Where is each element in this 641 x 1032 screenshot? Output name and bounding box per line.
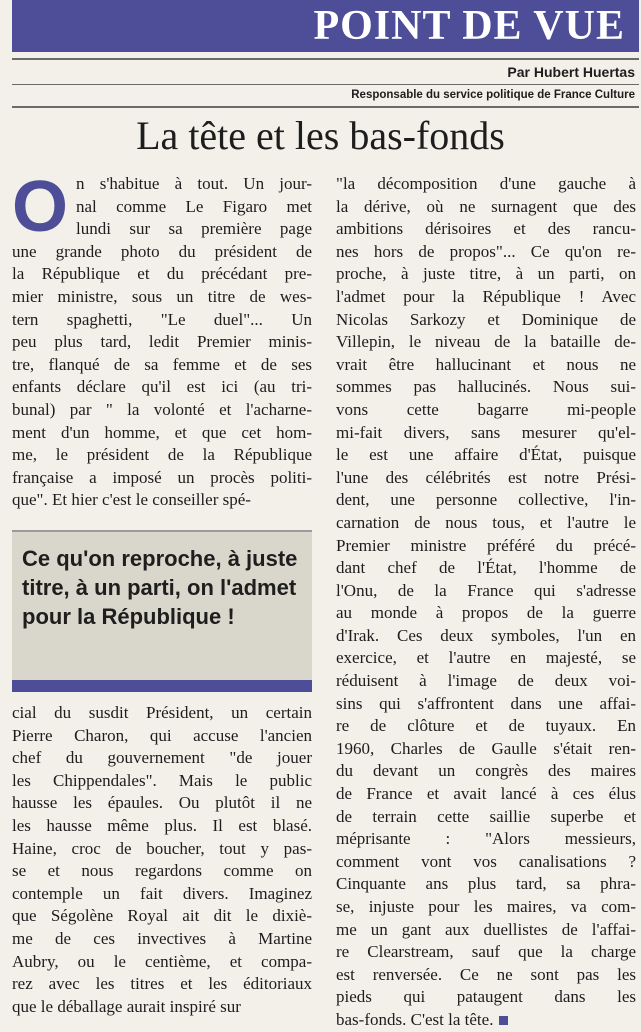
byline-rule [12,84,639,85]
text-line: sommes pas hallucinés. Nous sui- [336,377,636,397]
text-line: contemple un fait divers. Imaginez [12,883,312,903]
text-line: méprisante : "Alors messieurs, [336,829,636,849]
headline-rule [12,106,639,108]
text-line: que le déballage aurait inspiré sur [12,996,241,1016]
text-line: que". Et hier c'est le conseiller spé- [12,490,251,510]
text-line: que Ségolène Royal ait dit le dixiè- [12,906,312,926]
text-line: l'Onu, de la France qui s'adresse [336,580,636,600]
pull-quote-accent-bar [12,680,312,692]
text-line: bunal) par " la volonté et l'acharne- [12,399,312,419]
text-line: l'une des célébrités est notre Prési- [336,467,636,487]
text-line: une grande photo du président de [12,241,312,261]
text-line: "la décomposition d'une gauche à [336,174,636,193]
text-line: peu plus tard, ledit Premier minis- [12,332,312,352]
text-line: re Clearstream, sauf que la charge [336,942,636,962]
text-line: française a imposé un procès politi- [12,467,312,487]
text-line: se, injuste pour les maires, va com- [336,897,636,916]
text-line: de terrain cette saillie superbe et [336,806,636,826]
text-line: enfants déclare qu'il est ici (au tri- [12,377,312,397]
section-title: POINT DE VUE [313,3,625,49]
column-1-top [12,167,312,512]
text-line: Cinquante ans plus tard, sa phra- [336,874,636,894]
text-line: rez avec les titres et les éditoriaux [12,974,312,994]
text-line: Premier ministre préféré du précé- [336,535,636,555]
pull-quote: Ce qu'on reproche, à juste titre, à un parti, on l'admet pour la République ! [22,546,298,629]
section-banner [12,0,639,52]
text-line: ment d'un homme, et que cet hom- [12,422,312,442]
text-line: la République et du précédant pre- [12,264,312,284]
text-line: dant chef de l'État, l'homme de [336,558,636,578]
text-line: Haine, croc de boucher, tout y pas- [12,838,312,858]
pull-quote-top-rule [12,530,312,532]
column-2 [336,173,636,1032]
text-line: du devant un congrès des maires [336,761,636,781]
text-line: lundi sur sa première page [76,219,312,239]
text-line: me, le président de la République [12,445,312,465]
pull-quote-box [12,530,312,680]
text-line: 1960, Charles de Gaulle s'était ren- [336,738,636,758]
text-line: les Chippendales". Mais le public [12,770,312,790]
text-line: vons cette bagarre mi-people [336,399,636,419]
text-line: mier ministre, sous un titre de wes- [12,286,312,306]
text-line: nal comme Le Figaro met [76,196,312,216]
text-line: au monde à propos de la guerre [336,603,636,623]
text-line: sins qui s'affrontent dans une affai- [336,693,636,713]
text-line: d'Irak. Ces deux symboles, l'un en [336,625,636,645]
text-line: vrait être hallucinant et nous ne [336,354,636,374]
text-line: proche, à juste titre, à un parti, on [336,264,636,284]
text-line: tre, flanqué de sa femme et de ses [12,354,312,374]
text-line: est renversée. Ce ne sont pas les [336,964,636,984]
text-line: me un gant aux duellistes de l'affai- [336,919,636,939]
text-line: mi-fait divers, sans mesurer qu'el- [336,422,636,442]
text-line: chef du gouvernement "de jouer [12,748,312,768]
text-line: hausse les épaules. Ou plutôt il ne [12,793,312,813]
text-line: nes hors de propos"... Ce qu'on re- [336,241,636,261]
column-1-bottom [12,702,312,1018]
text-line: Nicolas Sarkozy et Dominique de [336,309,636,329]
text-line: de France et avait lancé à ces élus [336,784,636,804]
header-rule [12,58,639,60]
text-line: la dérive, où ne surnagent que des [336,196,636,216]
text-line: dent, une personne collective, l'in- [336,490,636,510]
text-line: l'admet pour la République ! Avec [336,286,636,306]
text-line: Aubry, ou le centième, et compa- [12,951,312,971]
column-2-text [336,173,636,1032]
article-headline: La tête et les bas-fonds [136,113,505,158]
text-line: n s'habitue à tout. Un jour- [76,174,312,193]
text-line: tern spaghetti, "Le duel"... Un [12,309,312,329]
text-line: re de clôture et de tuyaux. En [336,716,636,736]
text-line: se et nous regardons comme on [12,861,312,881]
text-line: carnation de nous tous, et l'autre le [336,512,636,532]
text-line: me de ces invectives à Martine [12,928,312,948]
text-line: Pierre Charon, qui accuse l'ancien [12,725,312,745]
text-line: exercice, et l'autre en majesté, se [336,648,636,668]
text-line: Villepin, le niveau de la bataille de- [336,332,636,352]
author-byline: Par Hubert Huertas [507,64,635,80]
text-line: cial du susdit Président, un certain [12,703,312,722]
text-line: le est une affaire d'État, puisque [336,445,636,465]
text-line: ambitions dérisoires et des rancu- [336,219,636,239]
drop-cap: O [12,167,69,247]
text-line: comment vont vos canalisations ? [336,851,636,871]
text-line: les hausse même plus. Il est blasé. [12,815,312,835]
text-line: réduisent à l'image de deux voi- [336,671,636,691]
author-role: Responsable du service politique de France Culture [351,89,635,101]
text-line: bas-fonds. C'est la tête. [336,1009,636,1032]
text-line: pieds qui pataugent dans les [336,987,636,1007]
column-1b-text [12,702,312,1018]
